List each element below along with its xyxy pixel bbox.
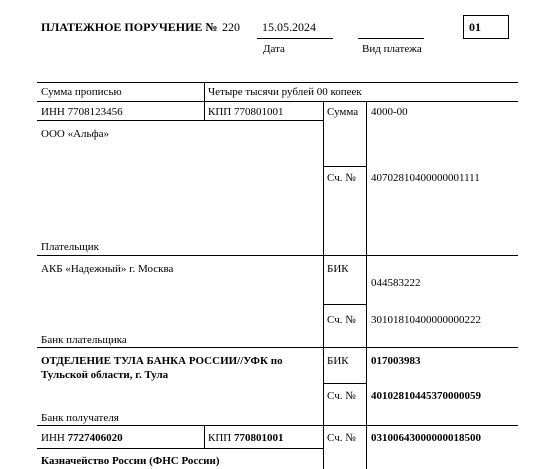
payer-name: ООО «Альфа» bbox=[41, 128, 110, 140]
payee-bank-name-line1: ОТДЕЛЕНИЕ ТУЛА БАНКА РОССИИ//УФК по bbox=[41, 355, 283, 367]
payee-bank-account-value: 40102810445370000059 bbox=[371, 390, 481, 402]
payer-kpp: КПП 770801001 bbox=[208, 106, 284, 118]
payer-bank-account-value: 30101810400000000222 bbox=[371, 314, 481, 326]
date-caption: Дата bbox=[263, 43, 285, 55]
amount-words-divider bbox=[204, 82, 205, 101]
payee-inn-value: 7727406020 bbox=[67, 432, 123, 444]
payment-type-caption: Вид платежа bbox=[362, 43, 422, 55]
payee-kpp-prefix: КПП bbox=[208, 432, 232, 444]
form-code-box bbox=[463, 15, 509, 39]
payer-bank-account-label: Сч. № bbox=[327, 314, 356, 326]
payer-bank-bottom-border bbox=[37, 347, 518, 348]
payer-bik-bottom-border bbox=[323, 304, 366, 305]
payee-bank-name-line2: Тульской области, г. Тула bbox=[41, 369, 169, 381]
main-column-divider bbox=[323, 101, 324, 469]
form-code: 01 bbox=[469, 20, 481, 34]
table-top-border bbox=[37, 82, 518, 83]
payee-inn-bottom-border bbox=[37, 448, 323, 449]
document-number: 220 bbox=[222, 20, 240, 34]
payer-bank-caption: Банк плательщика bbox=[41, 334, 127, 346]
label-column-divider bbox=[366, 101, 367, 469]
payee-name: Казначейство России (ФНС России) bbox=[41, 455, 220, 467]
payer-bank-name: АКБ «Надежный» г. Москва bbox=[41, 263, 174, 275]
payer-bik-value: 044583222 bbox=[371, 277, 421, 289]
payer-caption: Плательщик bbox=[41, 241, 99, 253]
payee-bank-bottom-border bbox=[37, 425, 518, 426]
payee-bank-account-label: Сч. № bbox=[327, 390, 356, 402]
payer-section-bottom-border bbox=[37, 255, 518, 256]
payer-account-label: Сч. № bbox=[327, 172, 356, 184]
payee-inn-prefix: ИНН bbox=[41, 432, 65, 444]
payee-kpp bbox=[208, 433, 283, 444]
payee-inn-kpp-divider bbox=[204, 425, 205, 448]
amount-words-bottom-border bbox=[37, 101, 518, 102]
sum-label: Сумма bbox=[327, 106, 359, 118]
payer-bik-label: БИК bbox=[327, 263, 349, 275]
payee-bik-label: БИК bbox=[327, 355, 349, 367]
payee-bik-bottom-border bbox=[323, 383, 366, 384]
date-underline bbox=[257, 38, 333, 39]
sum-cell-bottom-border bbox=[323, 166, 366, 167]
payee-kpp-value: 770801001 bbox=[233, 432, 284, 444]
payee-bank-caption: Банк получателя bbox=[41, 412, 119, 424]
payer-account-value: 40702810400000001111 bbox=[371, 172, 480, 184]
payer-inn-kpp-divider bbox=[204, 101, 205, 120]
document-date: 15.05.2024 bbox=[262, 20, 316, 34]
payee-account-label: Сч. № bbox=[327, 432, 356, 444]
payee-account-value: 03100643000000018500 bbox=[371, 432, 481, 444]
sum-value: 4000-00 bbox=[371, 106, 408, 118]
payer-inn-bottom-border bbox=[37, 120, 323, 121]
payee-bik-value: 017003983 bbox=[371, 355, 421, 367]
payee-inn bbox=[41, 433, 123, 444]
payment-type-underline bbox=[358, 38, 424, 39]
document-title: ПЛАТЕЖНОЕ ПОРУЧЕНИЕ № bbox=[41, 20, 218, 34]
payer-inn: ИНН 7708123456 bbox=[41, 106, 123, 118]
amount-words-label: Сумма прописью bbox=[41, 86, 122, 98]
amount-words-value: Четыре тысячи рублей 00 копеек bbox=[208, 86, 362, 98]
